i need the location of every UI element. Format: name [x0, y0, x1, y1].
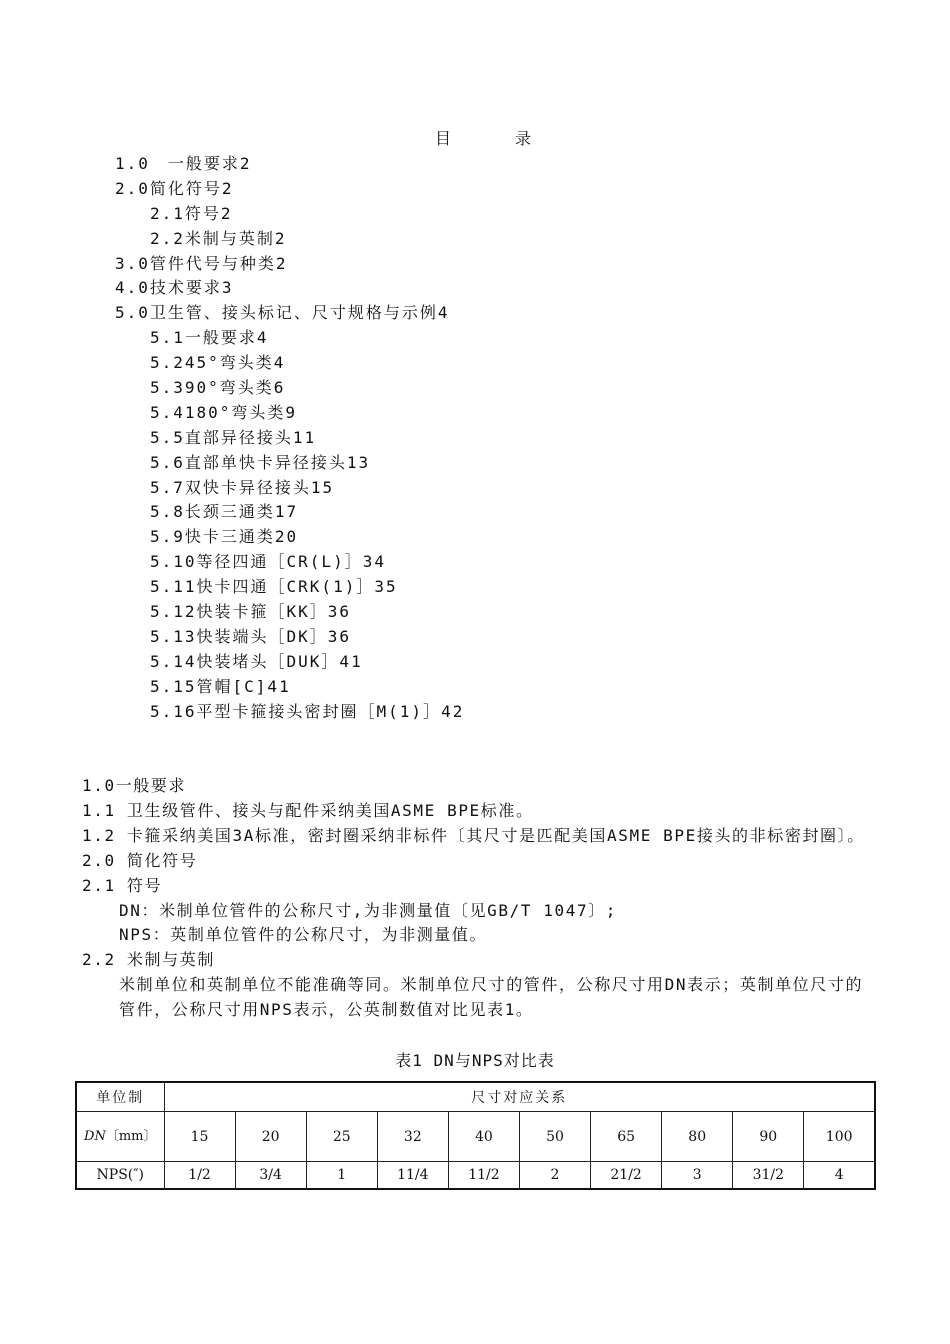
- dn-label-unit: 〔mm〕: [105, 1128, 157, 1144]
- toc-entry: 5.7双快卡异径接头15: [150, 477, 335, 497]
- body-paragraph: 米制单位和英制单位不能准确等同。米制单位尺寸的管件，公称尺寸用DN表示；英制单位尺寸的管件，公称尺寸用NPS表示，公英制数值对比见表1。: [119, 975, 864, 1020]
- nps-value-cell: 21/2: [591, 1162, 662, 1190]
- table-caption: 表1 DN与NPS对比表: [395, 1051, 555, 1070]
- table-of-contents: [0, 152, 950, 724]
- nps-label-cell: NPS(″): [76, 1162, 164, 1190]
- dn-value-cell: 15: [164, 1112, 235, 1162]
- toc-entry: 5.15管帽[C]41: [150, 676, 291, 696]
- toc-entry: 5.13快装端头［DK］36: [150, 626, 352, 646]
- nps-value-cell: 4: [804, 1162, 875, 1190]
- toc-entry: 1.0 一般要求2: [115, 154, 252, 173]
- body-paragraph: 2.1 符号: [82, 875, 163, 895]
- nps-value-cell: 3/4: [235, 1162, 306, 1190]
- toc-entry: 5.390°弯头类6: [150, 378, 286, 398]
- nps-value-cell: 11/2: [448, 1162, 519, 1190]
- toc-entry: 5.8长颈三通类17: [150, 502, 299, 522]
- toc-title: 目 录: [434, 129, 555, 148]
- nps-value-cell: 1/2: [164, 1162, 235, 1190]
- dn-nps-comparison-table: [75, 1081, 876, 1190]
- header-label-cell: 单位制: [76, 1082, 164, 1112]
- body-paragraph: 1.0一般要求: [82, 776, 187, 795]
- nps-value-cell: 1: [306, 1162, 377, 1190]
- table-header-row: [76, 1082, 875, 1112]
- dn-value-cell: 80: [662, 1112, 733, 1162]
- toc-entry: 5.12快装卡箍［KK］36: [150, 602, 352, 622]
- table-row-nps: [76, 1162, 875, 1190]
- body-text: [82, 774, 872, 1023]
- toc-entry: 5.9快卡三通类20: [150, 527, 299, 547]
- table-row-dn: [76, 1112, 875, 1162]
- nps-value-cell: 11/4: [377, 1162, 448, 1190]
- toc-entry: 2.2米制与英制2: [150, 228, 287, 248]
- toc-entry: 5.11快卡四通［CRK(1)］35: [150, 577, 398, 597]
- dn-value-cell: 20: [235, 1112, 306, 1162]
- dn-value-cell: 32: [377, 1112, 448, 1162]
- toc-entry: 5.1一般要求4: [150, 328, 269, 348]
- body-paragraph: 2.2 米制与英制: [82, 950, 215, 970]
- toc-entry: 5.14快装堵头［DUK］41: [150, 651, 363, 671]
- body-paragraph: NPS：英制单位管件的公称尺寸，为非测量值。: [119, 925, 488, 945]
- dn-value-cell: 50: [519, 1112, 590, 1162]
- toc-entry: 4.0技术要求3: [115, 278, 234, 298]
- toc-entry: 2.0简化符号2: [115, 178, 234, 198]
- dn-value-cell: 90: [733, 1112, 804, 1162]
- toc-entry: 3.0管件代号与种类2: [115, 253, 288, 273]
- nps-value-cell: 3: [662, 1162, 733, 1190]
- header-span-cell: 尺寸对应关系: [164, 1082, 875, 1112]
- toc-entry: 2.1符号2: [150, 203, 233, 223]
- dn-value-cell: 65: [591, 1112, 662, 1162]
- body-paragraph: DN：米制单位管件的公称尺寸,为非测量值〔见GB/T 1047〕;: [119, 900, 618, 920]
- toc-entry: 5.10等径四通［CR(L)］34: [150, 552, 386, 572]
- body-paragraph: 1.1 卫生级管件、接头与配件采纳美国ASME BPE标准。: [82, 800, 534, 820]
- toc-entry: 5.4180°弯头类9: [150, 402, 298, 422]
- toc-entry: 5.0卫生管、接头标记、尺寸规格与示例4: [115, 303, 450, 323]
- dn-label-italic: DN: [84, 1128, 106, 1144]
- body-paragraph: 1.2 卡箍采纳美国3A标准，密封圈采纳非标件〔其尺寸是匹配美国ASME BPE接头的非标密封圈〕。: [82, 825, 865, 845]
- dn-value-cell: 25: [306, 1112, 377, 1162]
- body-paragraph: 2.0 简化符号: [82, 850, 198, 870]
- dn-label-cell: [76, 1112, 164, 1162]
- toc-entry: 5.245°弯头类4: [150, 353, 286, 373]
- toc-entry: 5.6直部单快卡异径接头13: [150, 452, 371, 472]
- nps-value-cell: 31/2: [733, 1162, 804, 1190]
- dn-value-cell: 100: [804, 1112, 875, 1162]
- toc-entry: 5.16平型卡箍接头密封圈［M(1)］42: [150, 701, 465, 721]
- nps-value-cell: 2: [519, 1162, 590, 1190]
- dn-value-cell: 40: [448, 1112, 519, 1162]
- toc-entry: 5.5直部异径接头11: [150, 427, 317, 447]
